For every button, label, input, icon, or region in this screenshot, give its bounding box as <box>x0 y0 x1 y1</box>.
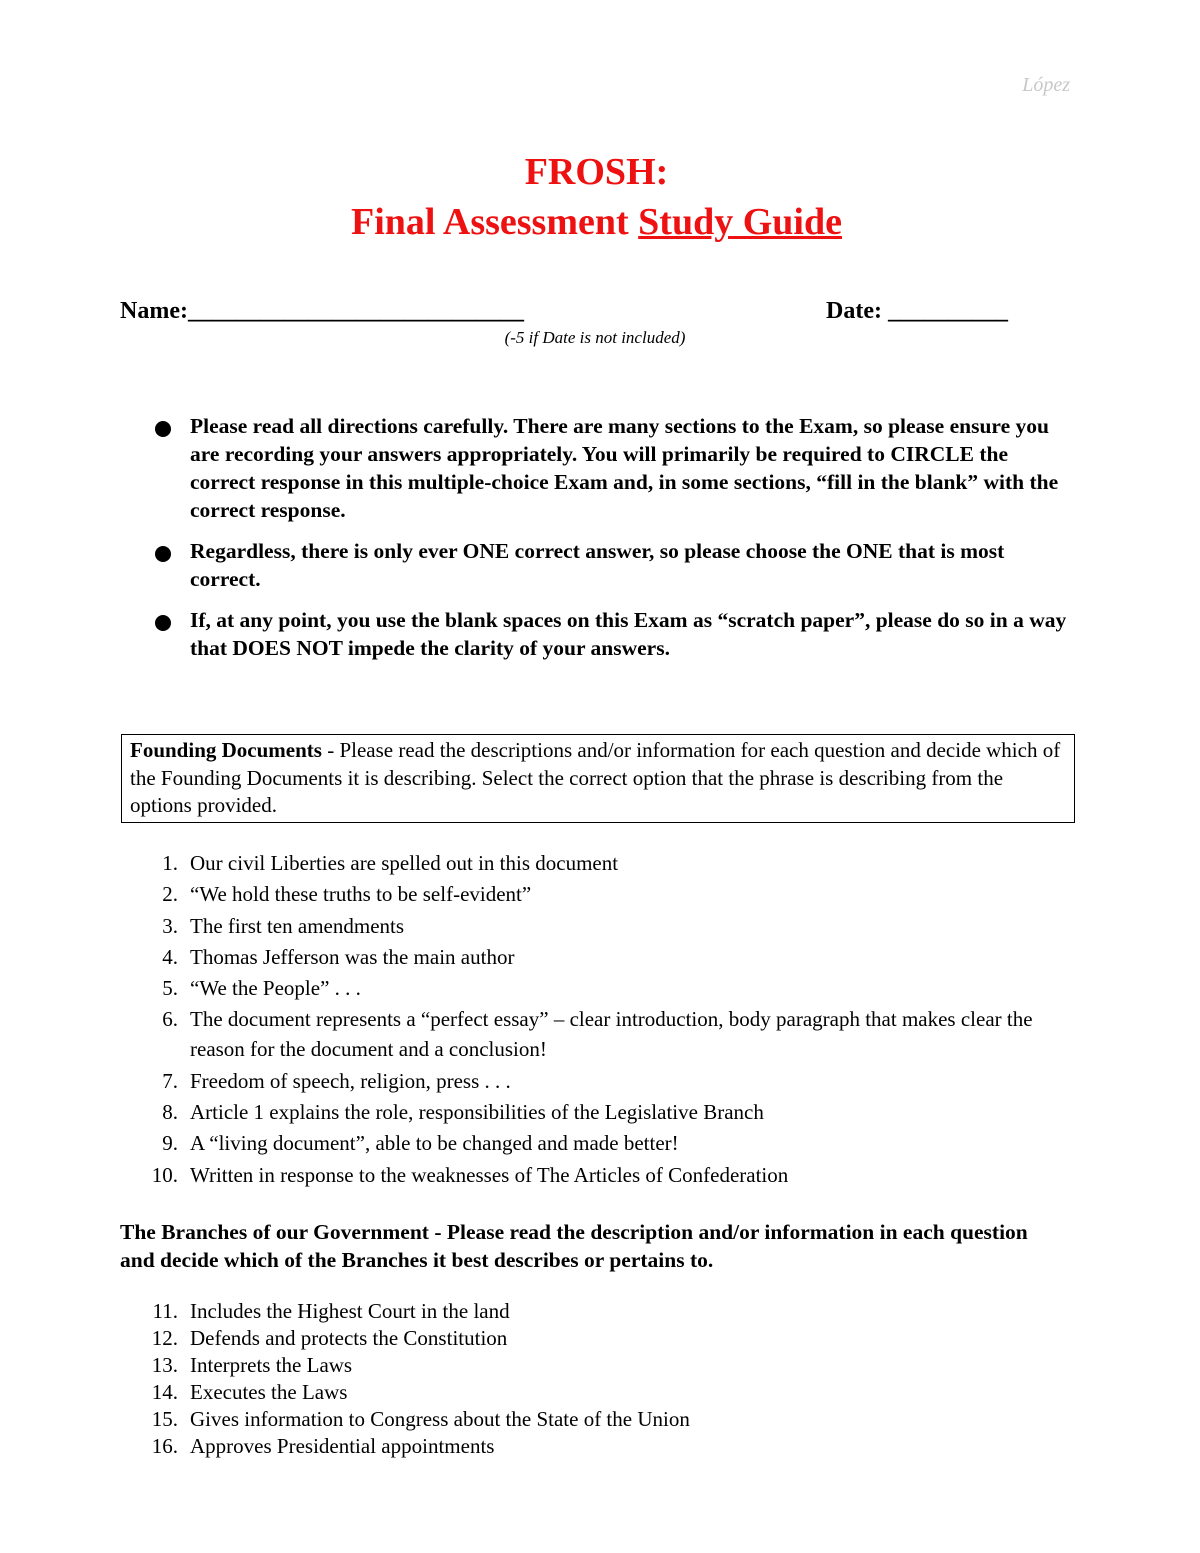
question-item <box>120 973 1060 1003</box>
question-item <box>120 1352 1060 1379</box>
direction-text: Regardless, there is only ever ONE correct answer, so please choose the ONE that is most correct. <box>190 539 1005 591</box>
question-item <box>120 1004 1060 1064</box>
question-number: 12. <box>151 1326 178 1350</box>
question-item <box>120 1379 1060 1406</box>
bullet-icon <box>155 421 171 437</box>
question-text: Defends and protects the Constitution <box>190 1326 508 1350</box>
question-number: 9. <box>162 1131 178 1156</box>
question-text: The first ten amendments <box>190 913 405 938</box>
page-title: FROSH: <box>524 151 669 193</box>
question-text: “We the People” . . . <box>190 976 361 1001</box>
direction-item <box>155 537 1075 593</box>
question-item <box>120 1160 1060 1190</box>
founding-documents-heading: Founding Documents <box>130 738 322 762</box>
question-number: 13. <box>151 1353 178 1377</box>
question-text: The document represents a “perfect essay” – clear introduction, body paragraph that makes clear the reason for the document and a conclusion! <box>190 1007 1033 1062</box>
question-item <box>120 848 1060 878</box>
question-text: Executes the Laws <box>190 1380 348 1404</box>
question-item <box>120 1128 1060 1158</box>
branches-heading: The Branches of our Government - Please read the description and/or information in each question and decide which of the Branches it best describes or pertains to. <box>120 1220 1028 1272</box>
question-number: 1. <box>162 851 178 875</box>
directions-list <box>155 412 1075 675</box>
question-item <box>120 879 1060 909</box>
question-text: Article 1 explains the role, responsibilities of the Legislative Branch <box>190 1100 764 1125</box>
question-text: Thomas Jefferson was the main author <box>190 944 515 969</box>
question-item <box>120 911 1060 941</box>
question-item <box>120 1433 1060 1460</box>
question-item <box>120 942 1060 972</box>
question-number: 5. <box>162 976 178 1001</box>
name-field: Name:____________________________ <box>120 298 524 324</box>
question-text: “We hold these truths to be self-evident” <box>190 882 532 907</box>
question-number: 2. <box>162 882 178 907</box>
question-text: Gives information to Congress about the State of the Union <box>190 1407 690 1431</box>
founding-documents-instructions: - Please read the descriptions and/or information for each question and decide which of the Founding Documents it is describing. Select the correct option that the phrase is describing from the options provided. <box>130 738 1061 817</box>
direction-text: If, at any point, you use the blank spaces on this Exam as “scratch paper”, please do so in a way that DOES NOT impede the clarity of your answers. <box>190 608 1067 660</box>
question-number: 10. <box>151 1162 178 1187</box>
date-field: Date: __________ <box>826 298 1008 324</box>
question-text: Approves Presidential appointments <box>190 1434 495 1458</box>
branches-questions <box>120 1298 1060 1460</box>
subtitle-plain: Final Assessment <box>351 201 639 243</box>
bullet-icon <box>155 615 171 631</box>
question-number: 3. <box>162 913 178 938</box>
question-number: 8. <box>162 1100 178 1125</box>
founding-documents-questions <box>120 848 1060 1191</box>
question-text: Written in response to the weaknesses of The Articles of Confederation <box>190 1162 789 1187</box>
question-item <box>120 1097 1060 1127</box>
subtitle-underlined: Study Guide <box>638 201 842 243</box>
founding-documents-instructions-box <box>121 734 1075 823</box>
question-text: Includes the Highest Court in the land <box>190 1299 510 1323</box>
bullet-icon <box>155 546 171 562</box>
question-number: 14. <box>151 1380 178 1404</box>
question-item <box>120 1298 1060 1325</box>
question-number: 11. <box>152 1299 178 1323</box>
header-author-name: López <box>1022 74 1070 96</box>
page-subtitle <box>0 200 1193 244</box>
date-note: (-5 if Date is not included) <box>504 328 686 347</box>
question-item <box>120 1325 1060 1352</box>
direction-item <box>155 412 1075 524</box>
direction-text: Please read all directions carefully. There are many sections to the Exam, so please ensure you are recording your answers appropriately. You will primarily be required to CIRCLE the correct response in this multiple-choice Exam and, in some sections, “fill in the blank” with the correct response. <box>190 414 1059 522</box>
question-text: Freedom of speech, religion, press . . . <box>190 1068 511 1093</box>
question-text: Interprets the Laws <box>190 1353 353 1377</box>
question-number: 15. <box>151 1407 178 1431</box>
direction-item <box>155 606 1075 662</box>
question-number: 6. <box>162 1007 178 1032</box>
question-item <box>120 1406 1060 1433</box>
question-item <box>120 1066 1060 1096</box>
question-number: 7. <box>162 1068 178 1093</box>
question-number: 16. <box>151 1434 178 1458</box>
question-number: 4. <box>162 944 178 969</box>
question-text: Our civil Liberties are spelled out in this document <box>190 851 619 875</box>
question-text: A “living document”, able to be changed and made better! <box>190 1131 679 1156</box>
